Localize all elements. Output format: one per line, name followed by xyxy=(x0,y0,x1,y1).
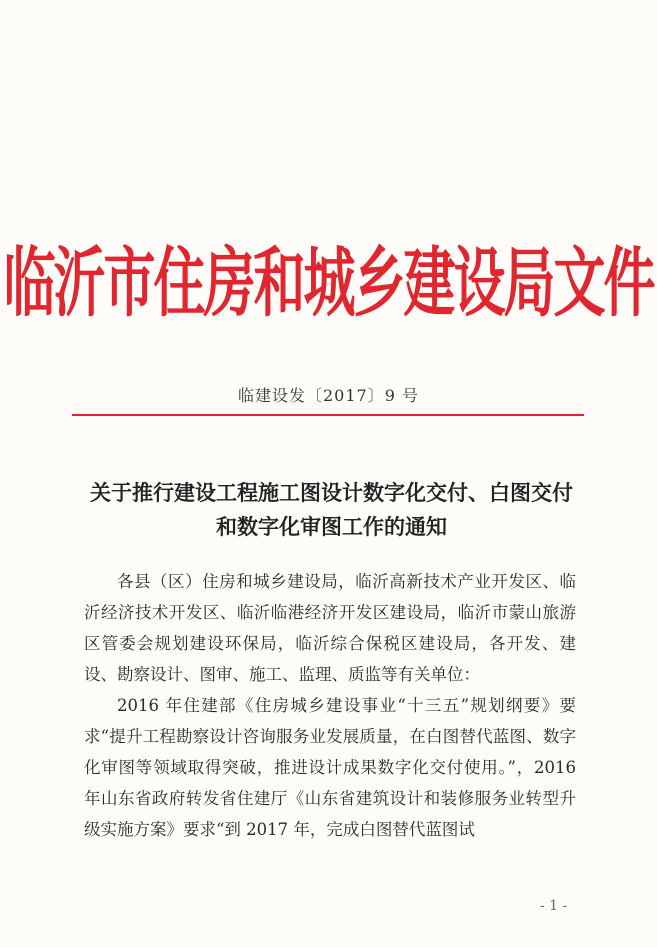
addressees-paragraph: 各县（区）住房和城乡建设局，临沂高新技术产业开发区、临沂经济技术开发区、临沂临港经济开发区建设局，临沂市蒙山旅游区管委会规划建设环保局，临沂综合保税区建设局，各开发、建设、勘察设计、图审、施工、监理、质监等有关单位： xyxy=(84,572,576,684)
document-number: 临建设发〔2017〕9 号 xyxy=(238,386,419,405)
body-paragraph: 2016 年住建部《住房城乡建设事业“十三五”规划纲要》要求“提升工程勘察设计咨询服务业发展质量，在白图替代蓝图、数字化审图等领域取得突破，推进设计成果数字化交付使用。”，2016 年山东省政府转发省住建厅《山东省建筑设计和装修服务业转型升级实施方案》要求“到 2017 年，完成白图替代蓝图试 xyxy=(84,696,576,839)
issuing-authority-title: 临沂市住房和城乡建设局文件 xyxy=(3,240,654,328)
page-number: - 1 - xyxy=(540,898,568,914)
notice-title: 关于推行建设工程施工图设计数字化交付、白图交付和数字化审图工作的通知 xyxy=(90,480,573,539)
body-text xyxy=(84,566,576,845)
red-divider-line xyxy=(72,414,584,416)
